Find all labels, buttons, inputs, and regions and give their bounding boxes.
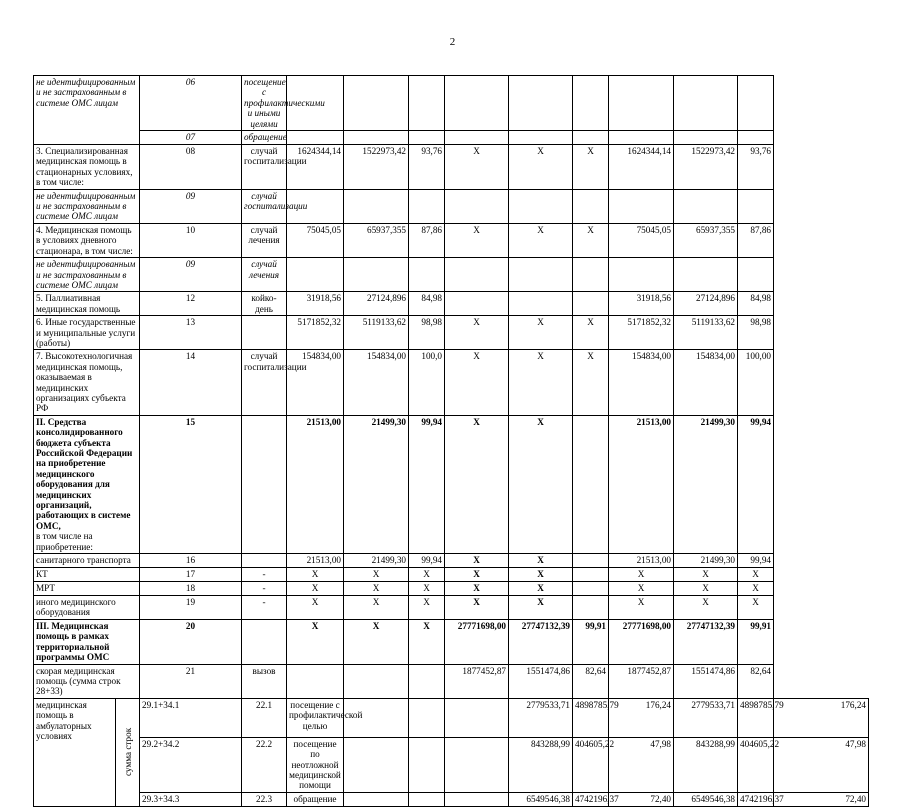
value-cell: [445, 131, 509, 145]
row-label: 3. Специализированная медицинская помощь в стационарных условиях, в том числе:: [34, 145, 140, 190]
value-cell: 84,98: [738, 292, 774, 316]
row-unit: посещение с профилактическими и иными целями: [242, 76, 287, 131]
table-row: [34, 415, 869, 553]
value-cell: 154834,00: [287, 350, 344, 415]
value-cell: 21513,00: [287, 415, 344, 553]
value-cell: 31918,56: [609, 292, 674, 316]
value-cell: X: [738, 568, 774, 582]
value-cell: 99,94: [738, 554, 774, 568]
value-cell: X: [674, 582, 738, 596]
table-row: [34, 582, 869, 596]
value-cell: [573, 189, 609, 223]
value-cell: [573, 76, 609, 131]
value-cell: X: [409, 596, 445, 620]
row-unit: случай лечения: [242, 258, 287, 292]
value-cell: 2779533,71: [674, 698, 738, 737]
value-cell: [287, 258, 344, 292]
table-row: [34, 698, 869, 737]
table-row: [34, 619, 869, 664]
row-code: 14: [140, 350, 242, 415]
value-cell: X: [287, 619, 344, 664]
value-cell: X: [287, 568, 344, 582]
section-subtitle: в том числе на приобретение:: [36, 531, 93, 552]
table-row: [34, 568, 869, 582]
value-cell: [509, 76, 573, 131]
value-cell: 1551474,86: [674, 664, 738, 698]
value-cell: 98,98: [738, 316, 774, 350]
row-code: 06: [140, 76, 242, 131]
value-cell: X: [445, 568, 509, 582]
row-unit: -: [242, 596, 287, 620]
value-cell: X: [287, 596, 344, 620]
value-cell: [445, 189, 509, 223]
value-cell: 21513,00: [609, 554, 674, 568]
row-label: 7. Высокотехнологичная медицинская помощь, оказываемая в медицинских организациях субъекта РФ: [34, 350, 140, 415]
value-cell: 5119133,62: [674, 316, 738, 350]
row-unit: [242, 316, 287, 350]
value-cell: 1624344,14: [609, 145, 674, 190]
value-cell: X: [609, 582, 674, 596]
value-cell: 154834,00: [674, 350, 738, 415]
value-cell: [674, 76, 738, 131]
value-cell: X: [409, 619, 445, 664]
value-cell: [409, 76, 445, 131]
value-cell: 27124,896: [344, 292, 409, 316]
value-cell: 82,64: [738, 664, 774, 698]
value-cell: [738, 76, 774, 131]
row-label: скорая медицинская помощь (сумма строк 28+33): [34, 664, 140, 698]
row-unit: вызов: [242, 664, 287, 698]
table-row: [34, 145, 869, 190]
value-cell: 4898785,79: [738, 698, 774, 737]
value-cell: [445, 737, 509, 792]
value-cell: 21499,30: [674, 415, 738, 553]
row-unit: койко-день: [242, 292, 287, 316]
row-code: 22.1: [242, 698, 287, 737]
value-cell: X: [445, 582, 509, 596]
row-code: 07: [140, 131, 242, 145]
value-cell: 1522973,42: [674, 145, 738, 190]
row-unit: случай госпитализации: [242, 350, 287, 415]
value-cell: 21499,30: [674, 554, 738, 568]
row-code: 22.3: [242, 792, 287, 806]
value-cell: 65937,355: [344, 223, 409, 257]
value-cell: [738, 131, 774, 145]
value-cell: X: [509, 223, 573, 257]
value-cell: 87,86: [738, 223, 774, 257]
value-cell: 27771698,00: [445, 619, 509, 664]
value-cell: 5171852,32: [609, 316, 674, 350]
table-row: [34, 189, 869, 223]
row-unit: [242, 415, 287, 553]
value-cell: [409, 737, 445, 792]
value-cell: X: [445, 145, 509, 190]
value-cell: 4742196,37: [738, 792, 774, 806]
row-code: 17: [140, 568, 242, 582]
value-cell: [674, 131, 738, 145]
value-cell: 404605,22: [573, 737, 609, 792]
row-label: 29.2+34.2: [140, 737, 242, 792]
row-unit: [242, 554, 287, 568]
value-cell: 99,94: [409, 554, 445, 568]
row-label: 29.1+34.1: [140, 698, 242, 737]
value-cell: 98,98: [409, 316, 445, 350]
row-code: 21: [140, 664, 242, 698]
row-unit: посещение по неотложной медицинской помощи: [287, 737, 344, 792]
value-cell: 84,98: [409, 292, 445, 316]
report-table: [33, 75, 869, 807]
row-code: 13: [140, 316, 242, 350]
value-cell: [573, 568, 609, 582]
value-cell: 1877452,87: [609, 664, 674, 698]
value-cell: [409, 698, 445, 737]
row-unit: случай госпитализации: [242, 145, 287, 190]
value-cell: X: [509, 316, 573, 350]
row-label: 6. Иные государственные и муниципальные услуги (работы): [34, 316, 140, 350]
row-label: [34, 415, 140, 553]
value-cell: 21499,30: [344, 415, 409, 553]
value-cell: 47,98: [609, 737, 674, 792]
value-cell: [445, 292, 509, 316]
table-row: [34, 131, 869, 145]
row-code: 12: [140, 292, 242, 316]
page-number: 2: [449, 36, 456, 48]
value-cell: [573, 554, 609, 568]
value-cell: 72,40: [774, 792, 869, 806]
value-cell: X: [609, 568, 674, 582]
value-cell: [674, 258, 738, 292]
value-cell: [573, 258, 609, 292]
value-cell: 65937,355: [674, 223, 738, 257]
value-cell: X: [674, 568, 738, 582]
value-cell: X: [445, 316, 509, 350]
value-cell: X: [509, 554, 573, 568]
row-unit: обращение: [287, 792, 344, 806]
value-cell: 843288,99: [509, 737, 573, 792]
value-cell: X: [409, 568, 445, 582]
value-cell: X: [573, 316, 609, 350]
row-code: 15: [140, 415, 242, 553]
row-label: 29.3+34.3: [140, 792, 242, 806]
value-cell: 99,91: [573, 619, 609, 664]
value-cell: 154834,00: [609, 350, 674, 415]
value-cell: 31918,56: [287, 292, 344, 316]
value-cell: 4742196,37: [573, 792, 609, 806]
amb-label: медицинская помощь в амбулаторных условиях: [34, 698, 116, 806]
value-cell: X: [738, 582, 774, 596]
value-cell: 75045,05: [609, 223, 674, 257]
value-cell: [344, 737, 409, 792]
value-cell: X: [573, 145, 609, 190]
value-cell: [344, 792, 409, 806]
value-cell: 99,91: [738, 619, 774, 664]
table-row: [34, 554, 869, 568]
value-cell: X: [344, 568, 409, 582]
value-cell: [344, 664, 409, 698]
value-cell: 27747132,39: [509, 619, 573, 664]
value-cell: [344, 131, 409, 145]
table-row: [34, 664, 869, 698]
row-label: III. Медицинская помощь в рамках территориальной программы ОМС: [34, 619, 140, 664]
value-cell: X: [344, 596, 409, 620]
row-label: иного медицинского оборудования: [34, 596, 140, 620]
value-cell: X: [609, 596, 674, 620]
value-cell: 93,76: [409, 145, 445, 190]
value-cell: [509, 258, 573, 292]
value-cell: [738, 189, 774, 223]
table-row: [34, 792, 869, 806]
value-cell: X: [509, 415, 573, 553]
row-label: не идентифицированным и не застрахованным в системе ОМС лицам: [34, 258, 140, 292]
row-code: 19: [140, 596, 242, 620]
value-cell: [287, 131, 344, 145]
value-cell: 27771698,00: [609, 619, 674, 664]
value-cell: [344, 258, 409, 292]
value-cell: 100,0: [409, 350, 445, 415]
row-code: 08: [140, 145, 242, 190]
value-cell: 87,86: [409, 223, 445, 257]
value-cell: 6549546,38: [674, 792, 738, 806]
row-label: не идентифицированным и не застрахованным в системе ОМС лицам: [34, 76, 140, 145]
table-row: [34, 596, 869, 620]
row-code: 10: [140, 223, 242, 257]
value-cell: [509, 131, 573, 145]
value-cell: [609, 258, 674, 292]
value-cell: X: [445, 554, 509, 568]
value-cell: 6549546,38: [509, 792, 573, 806]
value-cell: 27124,896: [674, 292, 738, 316]
value-cell: 154834,00: [344, 350, 409, 415]
amb-sum-label: сумма строк: [116, 698, 140, 806]
row-code: 22.2: [242, 737, 287, 792]
value-cell: [674, 189, 738, 223]
value-cell: 176,24: [774, 698, 869, 737]
value-cell: 1522973,42: [344, 145, 409, 190]
row-unit: посещение с профилактической целью: [287, 698, 344, 737]
value-cell: [509, 189, 573, 223]
value-cell: 72,40: [609, 792, 674, 806]
row-code: 18: [140, 582, 242, 596]
value-cell: X: [509, 582, 573, 596]
table-row: [34, 223, 869, 257]
value-cell: [609, 131, 674, 145]
row-label: КТ: [34, 568, 140, 582]
value-cell: 1877452,87: [445, 664, 509, 698]
row-unit: обращение: [242, 131, 287, 145]
value-cell: 100,00: [738, 350, 774, 415]
value-cell: 5171852,32: [287, 316, 344, 350]
row-label: 4. Медицинская помощь в условиях дневного стационара, в том числе:: [34, 223, 140, 257]
value-cell: X: [573, 350, 609, 415]
value-cell: [738, 258, 774, 292]
row-code: 16: [140, 554, 242, 568]
row-unit: случай госпитализации: [242, 189, 287, 223]
value-cell: [409, 131, 445, 145]
value-cell: X: [674, 596, 738, 620]
table-row: [34, 350, 869, 415]
value-cell: [573, 582, 609, 596]
value-cell: [609, 76, 674, 131]
value-cell: 2779533,71: [509, 698, 573, 737]
row-label: 5. Паллиативная медицинская помощь: [34, 292, 140, 316]
value-cell: X: [445, 223, 509, 257]
value-cell: [409, 258, 445, 292]
value-cell: X: [445, 415, 509, 553]
row-code: 09: [140, 189, 242, 223]
value-cell: 27747132,39: [674, 619, 738, 664]
value-cell: 404605,22: [738, 737, 774, 792]
value-cell: X: [344, 582, 409, 596]
value-cell: 99,94: [409, 415, 445, 553]
value-cell: [445, 258, 509, 292]
value-cell: [573, 292, 609, 316]
value-cell: [409, 792, 445, 806]
table-row: [34, 737, 869, 792]
value-cell: X: [509, 145, 573, 190]
value-cell: [344, 76, 409, 131]
row-unit: -: [242, 568, 287, 582]
row-label: санитарного транспорта: [34, 554, 140, 568]
row-unit: [242, 619, 287, 664]
value-cell: 99,94: [738, 415, 774, 553]
row-code: 09: [140, 258, 242, 292]
table-row: [34, 316, 869, 350]
value-cell: X: [287, 582, 344, 596]
value-cell: [409, 189, 445, 223]
value-cell: [509, 292, 573, 316]
table-row: [34, 292, 869, 316]
row-unit: случай лечения: [242, 223, 287, 257]
value-cell: [344, 189, 409, 223]
value-cell: [609, 189, 674, 223]
value-cell: X: [409, 582, 445, 596]
value-cell: X: [445, 596, 509, 620]
value-cell: 21513,00: [287, 554, 344, 568]
value-cell: 1624344,14: [287, 145, 344, 190]
value-cell: [409, 664, 445, 698]
value-cell: X: [509, 596, 573, 620]
value-cell: [573, 131, 609, 145]
value-cell: X: [509, 568, 573, 582]
value-cell: X: [738, 596, 774, 620]
value-cell: 82,64: [573, 664, 609, 698]
value-cell: [573, 596, 609, 620]
value-cell: 5119133,62: [344, 316, 409, 350]
row-code: 20: [140, 619, 242, 664]
value-cell: 21499,30: [344, 554, 409, 568]
section-title: II. Средства консолидированного бюджета субъекта Российской Федерации на приобретение медицинского оборудования для медицинских организаций, работающих в системе ОМС,: [36, 416, 133, 531]
value-cell: [445, 76, 509, 131]
table-row: [34, 258, 869, 292]
row-label: МРТ: [34, 582, 140, 596]
value-cell: X: [573, 223, 609, 257]
value-cell: [445, 698, 509, 737]
value-cell: X: [445, 350, 509, 415]
row-unit: -: [242, 582, 287, 596]
value-cell: 176,24: [609, 698, 674, 737]
value-cell: 21513,00: [609, 415, 674, 553]
value-cell: 93,76: [738, 145, 774, 190]
value-cell: [573, 415, 609, 553]
value-cell: 843288,99: [674, 737, 738, 792]
value-cell: [287, 664, 344, 698]
value-cell: 4898785,79: [573, 698, 609, 737]
row-label: не идентифицированным и не застрахованным в системе ОМС лицам: [34, 189, 140, 223]
table-row: [34, 76, 869, 131]
value-cell: [445, 792, 509, 806]
value-cell: 47,98: [774, 737, 869, 792]
value-cell: 1551474,86: [509, 664, 573, 698]
value-cell: X: [509, 350, 573, 415]
value-cell: 75045,05: [287, 223, 344, 257]
value-cell: X: [344, 619, 409, 664]
